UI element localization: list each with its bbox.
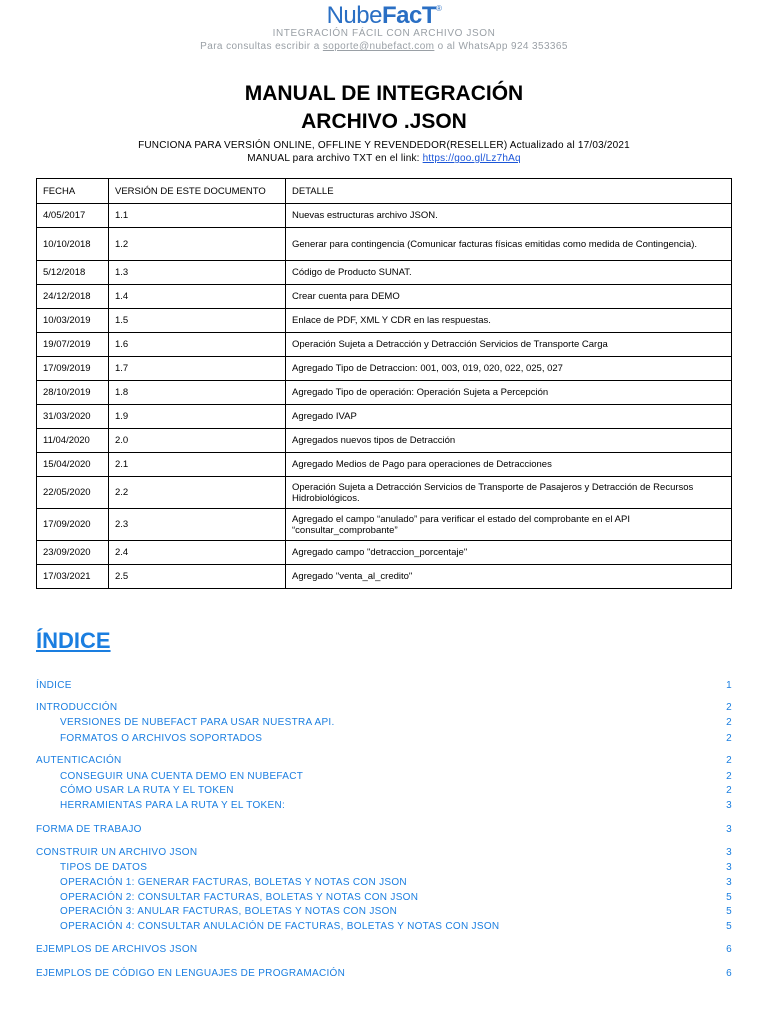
table-row <box>37 429 732 453</box>
toc-entry[interactable] <box>60 800 732 814</box>
table-row <box>37 453 732 477</box>
toc-entry[interactable] <box>60 785 732 799</box>
title-line-2: ARCHIVO .JSON <box>301 110 467 133</box>
subtitle-line-1: FUNCIONA PARA VERSIÓN ONLINE, OFFLINE Y REVENDEDOR(RESELLER) Actualizado al 17/03/2021 <box>138 140 630 151</box>
table-row <box>37 228 732 261</box>
cell-detalle: Operación Sujeta a Detracción Servicios de Transporte de Pasajeros y Detracción de Recursos Hidrobiológicos. <box>286 477 732 509</box>
title-line-1: MANUAL DE INTEGRACIÓN <box>244 82 524 105</box>
cell-fecha: 24/12/2018 <box>37 285 109 309</box>
toc-entry[interactable] <box>36 702 732 716</box>
toc-entry[interactable] <box>36 968 732 982</box>
table-row <box>37 309 732 333</box>
toc-entry-page: 2 <box>726 785 732 796</box>
revision-header-row <box>37 179 732 204</box>
table-row <box>37 285 732 309</box>
toc-entry[interactable] <box>36 680 732 694</box>
contact-prefix: Para consultas escribir a <box>200 41 323 52</box>
toc-entry-page: 5 <box>726 906 732 917</box>
cell-detalle: Crear cuenta para DEMO <box>286 285 732 309</box>
cell-fecha: 17/09/2020 <box>37 509 109 541</box>
cell-detalle: Agregado el campo “anulado” para verificar el estado del comprobante en el API “consultar_comprobante” <box>286 509 732 541</box>
toc-entry-title: AUTENTICACIÓN <box>36 755 122 766</box>
indice-heading[interactable]: ÍNDICE <box>36 628 111 653</box>
cell-version: 1.4 <box>109 285 286 309</box>
toc-entry-title: VERSIONES DE NUBEFACT PARA USAR NUESTRA API. <box>60 717 335 728</box>
cell-version: 2.5 <box>109 565 286 589</box>
nubefact-logo <box>0 2 768 30</box>
toc-entry-title: FORMA DE TRABAJO <box>36 824 142 835</box>
toc-entry-title: CONSEGUIR UNA CUENTA DEMO EN NUBEFACT <box>60 771 304 782</box>
toc-entry[interactable] <box>36 824 732 838</box>
toc-entry[interactable] <box>60 906 732 920</box>
toc-entry-title: OPERACIÓN 3: ANULAR FACTURAS, BOLETAS Y NOTAS CON JSON <box>60 906 398 917</box>
cell-version: 1.5 <box>109 309 286 333</box>
toc-entry[interactable] <box>36 944 732 958</box>
subtitle-line-2-prefix: MANUAL para archivo TXT en el link: <box>247 153 423 164</box>
cell-fecha: 19/07/2019 <box>37 333 109 357</box>
toc-entry-page: 3 <box>726 877 732 888</box>
table-row <box>37 405 732 429</box>
toc-entry[interactable] <box>60 771 732 785</box>
cell-version: 1.1 <box>109 204 286 228</box>
cell-fecha: 10/10/2018 <box>37 228 109 261</box>
cell-version: 1.3 <box>109 261 286 285</box>
registered-mark: ® <box>435 4 442 13</box>
cell-detalle: Agregado "venta_al_credito" <box>286 565 732 589</box>
toc-entry[interactable] <box>60 717 732 731</box>
toc-entry-page: 3 <box>726 800 732 811</box>
cell-version: 2.3 <box>109 509 286 541</box>
toc-entry[interactable] <box>60 921 732 935</box>
cell-version: 1.9 <box>109 405 286 429</box>
cell-fecha: 10/03/2019 <box>37 309 109 333</box>
toc-entry-page: 3 <box>726 847 732 858</box>
contact-line <box>0 41 768 52</box>
logo-fact-text: FacT <box>381 2 436 29</box>
toc-entry-title: TIPOS DE DATOS <box>60 862 148 873</box>
toc-entry[interactable] <box>60 733 732 747</box>
contact-suffix: o al WhatsApp 924 353365 <box>434 41 568 52</box>
cell-version: 1.2 <box>109 228 286 261</box>
toc-entry-title: EJEMPLOS DE ARCHIVOS JSON <box>36 944 198 955</box>
table-row <box>37 261 732 285</box>
cell-fecha: 17/03/2021 <box>37 565 109 589</box>
cell-detalle: Agregado Tipo de Detraccion: 001, 003, 019, 020, 022, 025, 027 <box>286 357 732 381</box>
toc-entry-page: 2 <box>726 733 732 744</box>
cell-fecha: 11/04/2020 <box>37 429 109 453</box>
toc-entry[interactable] <box>60 877 732 891</box>
cell-version: 2.2 <box>109 477 286 509</box>
cell-fecha: 31/03/2020 <box>37 405 109 429</box>
support-email-link[interactable]: soporte@nubefact.com <box>322 41 435 52</box>
toc-entry[interactable] <box>60 862 732 876</box>
toc-entry-title: HERRAMIENTAS PARA LA RUTA Y EL TOKEN: <box>60 800 286 811</box>
header-fecha: FECHA <box>37 179 109 204</box>
toc-entry-title: OPERACIÓN 2: CONSULTAR FACTURAS, BOLETAS Y NOTAS CON JSON <box>60 892 419 903</box>
document-subtitle <box>0 139 768 165</box>
toc-entry-title: CÓMO USAR LA RUTA Y EL TOKEN <box>60 785 234 796</box>
header-detalle: DETALLE <box>286 179 732 204</box>
toc-entry-title: EJEMPLOS DE CÓDIGO EN LENGUAJES DE PROGRAMACIÓN <box>36 968 346 979</box>
toc-entry-page: 2 <box>726 702 732 713</box>
toc-entry-title: OPERACIÓN 1: GENERAR FACTURAS, BOLETAS Y NOTAS CON JSON <box>60 877 407 888</box>
cell-detalle: Agregado IVAP <box>286 405 732 429</box>
table-row <box>37 509 732 541</box>
cell-version: 2.4 <box>109 541 286 565</box>
toc-entry-title: FORMATOS O ARCHIVOS SOPORTADOS <box>60 733 263 744</box>
tagline: INTEGRACIÓN FÁCIL CON ARCHIVO JSON <box>272 28 496 39</box>
table-row <box>37 477 732 509</box>
table-row <box>37 541 732 565</box>
cell-fecha: 28/10/2019 <box>37 381 109 405</box>
subtitle-line-2 <box>0 152 768 165</box>
txt-manual-link[interactable]: https://goo.gl/Lz7hAq <box>422 153 521 164</box>
revision-table <box>36 178 732 589</box>
table-row <box>37 204 732 228</box>
logo-nube-text: Nube <box>326 2 382 29</box>
toc-entry-page: 2 <box>726 755 732 766</box>
cell-fecha: 22/05/2020 <box>37 477 109 509</box>
toc-entry-page: 6 <box>726 968 732 979</box>
cell-detalle: Nuevas estructuras archivo JSON. <box>286 204 732 228</box>
toc-entry-page: 3 <box>726 824 732 835</box>
cell-fecha: 23/09/2020 <box>37 541 109 565</box>
toc-entry[interactable] <box>36 755 732 769</box>
cell-detalle: Operación Sujeta a Detracción y Detracción Servicios de Transporte Carga <box>286 333 732 357</box>
toc-entry[interactable] <box>60 892 732 906</box>
cell-version: 1.6 <box>109 333 286 357</box>
table-row <box>37 357 732 381</box>
cell-detalle: Generar para contingencia (Comunicar facturas físicas emitidas como medida de Contingencia). <box>286 228 732 261</box>
toc-entry-page: 2 <box>726 771 732 782</box>
table-row <box>37 565 732 589</box>
cell-version: 1.7 <box>109 357 286 381</box>
revision-table-body <box>37 179 732 589</box>
toc-entry[interactable] <box>36 847 732 861</box>
toc-entry-page: 3 <box>726 862 732 873</box>
toc-entry-page: 5 <box>726 921 732 932</box>
cell-version: 1.8 <box>109 381 286 405</box>
toc-entry-title: CONSTRUIR UN ARCHIVO JSON <box>36 847 198 858</box>
cell-detalle: Código de Producto SUNAT. <box>286 261 732 285</box>
toc-entry-title: INTRODUCCIÓN <box>36 702 118 713</box>
cell-detalle: Agregado Medios de Pago para operaciones de Detracciones <box>286 453 732 477</box>
toc-entry-title: ÍNDICE <box>36 680 72 691</box>
toc-entry-page: 6 <box>726 944 732 955</box>
cell-detalle: Agregado campo "detraccion_porcentaje" <box>286 541 732 565</box>
cell-detalle: Agregado Tipo de operación: Operación Sujeta a Percepción <box>286 381 732 405</box>
cell-version: 2.1 <box>109 453 286 477</box>
toc-entry-title: OPERACIÓN 4: CONSULTAR ANULACIÓN DE FACTURAS, BOLETAS Y NOTAS CON JSON <box>60 921 500 932</box>
toc-entry-page: 2 <box>726 717 732 728</box>
table-row <box>37 333 732 357</box>
cell-fecha: 15/04/2020 <box>37 453 109 477</box>
toc-entry-page: 1 <box>726 680 732 691</box>
cell-version: 2.0 <box>109 429 286 453</box>
table-row <box>37 381 732 405</box>
document-title <box>0 80 768 136</box>
cell-detalle: Enlace de PDF, XML Y CDR en las respuestas. <box>286 309 732 333</box>
toc-entry-page: 5 <box>726 892 732 903</box>
cell-fecha: 5/12/2018 <box>37 261 109 285</box>
cell-fecha: 4/05/2017 <box>37 204 109 228</box>
cell-detalle: Agregados nuevos tipos de Detracción <box>286 429 732 453</box>
cell-fecha: 17/09/2019 <box>37 357 109 381</box>
header-version: VERSIÓN DE ESTE DOCUMENTO <box>109 179 286 204</box>
